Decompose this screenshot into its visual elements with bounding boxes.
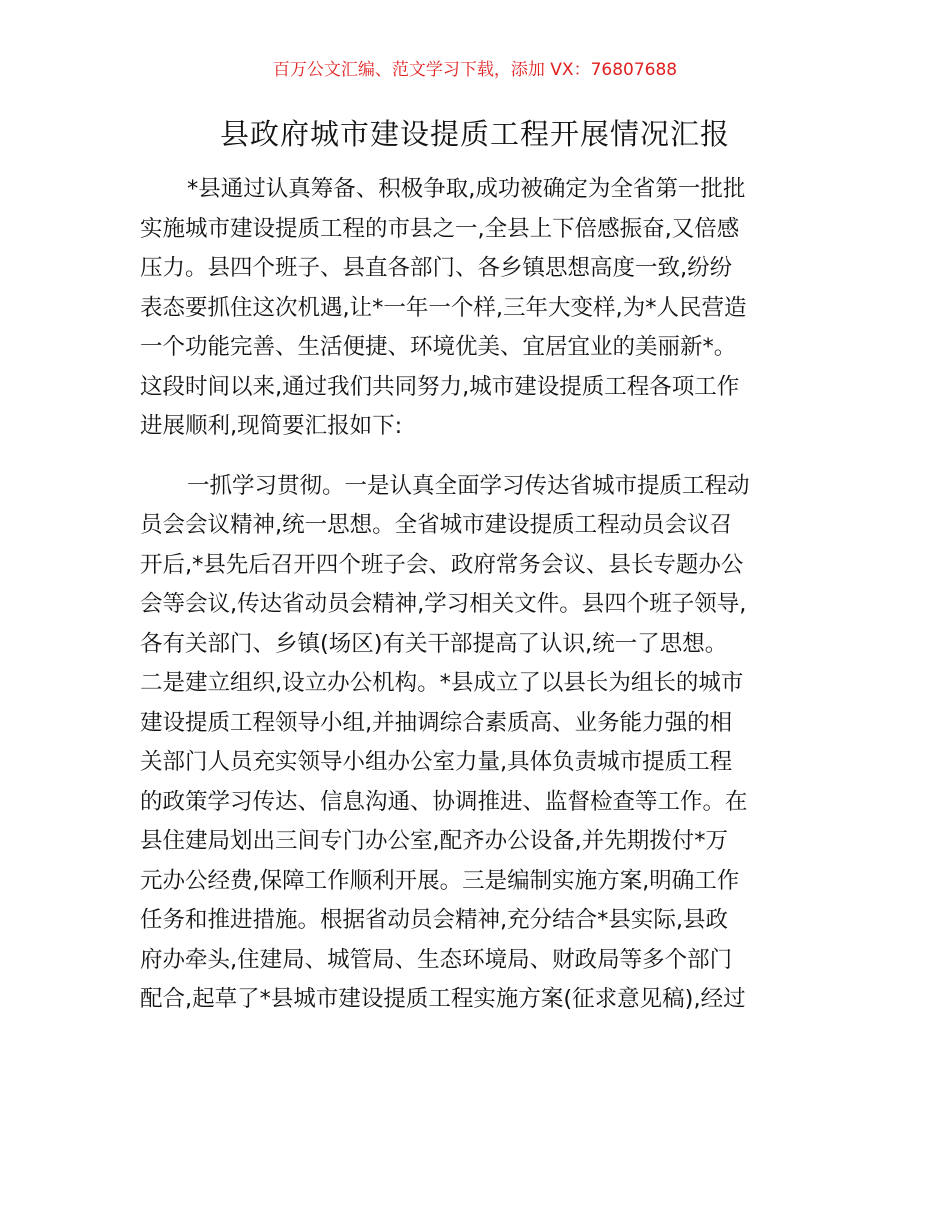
text-line: 压力。县四个班子、县直各部门、各乡镇思想高度一致,纷纷 bbox=[140, 255, 733, 281]
paragraph-study-implementation bbox=[140, 467, 812, 1020]
header-promo-note: 百万公文汇编、范文学习下载，添加 VX：76807688 bbox=[272, 60, 678, 80]
text-line: 各有关部门、乡镇(场区)有关干部提高了认识,统一了思想。 bbox=[140, 630, 728, 657]
text-line: 表态要抓住这次机遇,让*一年一个样,三年大变样,为*人民营造 bbox=[140, 294, 747, 321]
text-line: *县通过认真筹备、积极争取,成功被确定为全省第一批批 bbox=[187, 176, 746, 202]
text-line: 配合,起草了*县城市建设提质工程实施方案(征求意见稿),经过 bbox=[140, 986, 746, 1012]
text-line: 元办公经费,保障工作顺利开展。三是编制实施方案,明确工作 bbox=[140, 867, 740, 894]
text-line: 员会会议精神,统一思想。全省城市建设提质工程动员会议召 bbox=[140, 512, 733, 538]
document-title: 县政府城市建设提质工程开展情况汇报 bbox=[219, 117, 730, 151]
text-line: 县住建局划出三间专门办公室,配齐办公设备,并先期拨付*万 bbox=[140, 828, 729, 854]
paragraph-intro bbox=[140, 170, 812, 447]
text-line: 这段时间以来,通过我们共同努力,城市建设提质工程各项工作 bbox=[140, 373, 740, 400]
paragraph-spacer bbox=[140, 447, 812, 467]
text-line: 实施城市建设提质工程的市县之一,全县上下倍感振奋,又倍感 bbox=[140, 215, 740, 242]
text-line: 会等会议,传达省动员会精神,学习相关文件。县四个班子领导, bbox=[140, 591, 747, 617]
text-line: 府办牵头,住建局、城管局、生态环境局、财政局等多个部门 bbox=[140, 946, 733, 973]
text-line: 二是建立组织,设立办公机构。*县成立了以县长为组长的城市 bbox=[140, 670, 744, 696]
text-line: 任务和推进措施。根据省动员会精神,充分结合*县实际,县政 bbox=[140, 907, 729, 933]
text-line: 开后,*县先后召开四个班子会、政府常务会议、县长专题办公 bbox=[140, 551, 744, 578]
text-line: 的政策学习传达、信息沟通、协调推进、监督检查等工作。在 bbox=[140, 788, 748, 815]
document-body bbox=[140, 170, 812, 1020]
text-line: 进展顺利,现简要汇报如下: bbox=[140, 413, 403, 439]
text-line: 一抓学习贯彻。一是认真全面学习传达省城市提质工程动 bbox=[187, 472, 750, 499]
text-line: 关部门人员充实领导小组办公室力量,具体负责城市提质工程 bbox=[140, 749, 733, 775]
text-line: 建设提质工程领导小组,并抽调综合素质高、业务能力强的相 bbox=[140, 709, 733, 736]
text-line: 一个功能完善、生活便捷、环境优美、宜居宜业的美丽新*。 bbox=[140, 334, 737, 360]
